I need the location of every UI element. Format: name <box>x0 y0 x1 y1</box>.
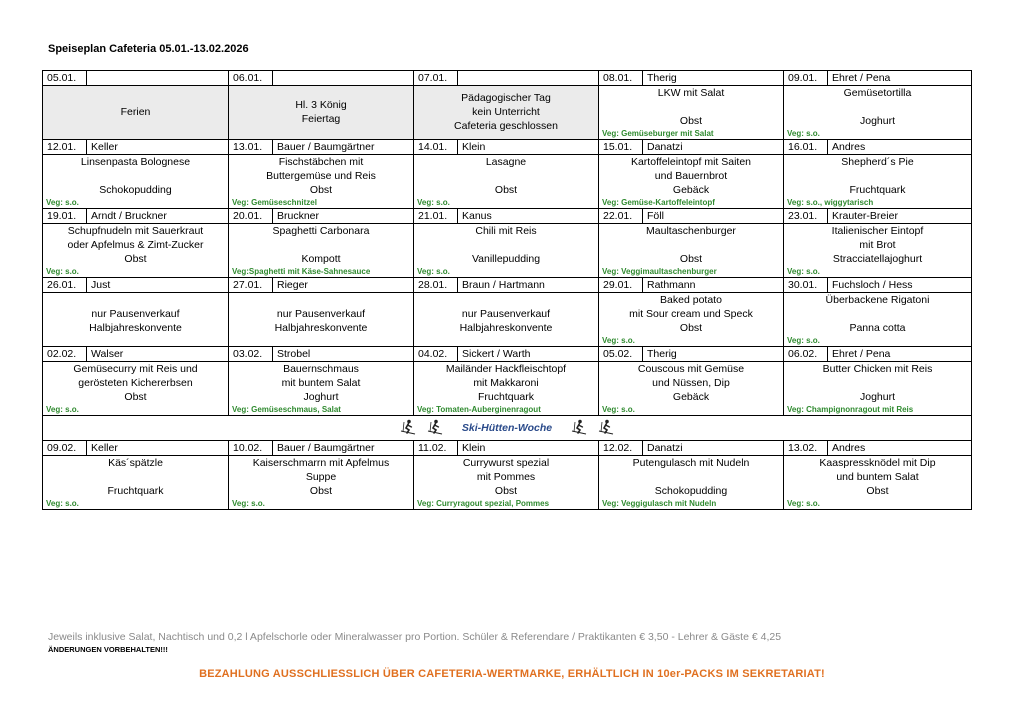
menu-line: Halbjahreskonvente <box>89 321 182 334</box>
menu-line: nur Pausenverkauf <box>276 307 366 320</box>
menu-line: Butter Chicken mit Reis <box>822 363 933 375</box>
menu-line: Linsenpasta Bolognese <box>80 156 191 168</box>
menu-line: Überbackene Rigatoni <box>825 294 930 306</box>
day-teacher: Braun / Hartmann <box>458 278 599 293</box>
menu-line: Kaaspressknödel mit Dip <box>819 457 936 469</box>
menu-line: Baked potato <box>660 294 722 306</box>
veg-option: Veg: Gemüseschmaus, Salat <box>232 405 341 414</box>
veg-option: Veg:Spaghetti mit Käse-Sahnesauce <box>232 267 371 276</box>
day-date: 19.01. <box>43 209 87 224</box>
menu-line: mit Makkaroni <box>473 376 539 389</box>
menu-line: Obst <box>679 321 703 334</box>
menu-line: Putengulasch mit Nudeln <box>632 457 750 469</box>
menu-line: Italienischer Eintopf <box>831 225 924 237</box>
menu-line: Maultaschenburger <box>646 225 736 237</box>
day-teacher: Ehret / Pena <box>828 71 972 86</box>
menu-cell <box>43 456 229 510</box>
day-teacher: Föll <box>643 209 784 224</box>
menu-cell <box>229 224 414 278</box>
menu-cell <box>599 362 784 416</box>
menu-line <box>786 170 969 184</box>
menu-line: Kaiserschmarrn mit Apfelmus <box>252 457 390 469</box>
day-date: 09.02. <box>43 441 87 456</box>
veg-option: Veg: s.o., wiggytarisch <box>787 198 874 207</box>
week-header-row <box>43 209 972 224</box>
menu-cell <box>229 456 414 510</box>
menu-cell <box>229 362 414 416</box>
day-teacher: Bauer / Baumgärtner <box>273 441 414 456</box>
day-date: 07.01. <box>414 71 458 86</box>
skier-icon <box>597 419 615 438</box>
week-menu-row <box>43 86 972 140</box>
menu-line <box>416 239 596 253</box>
menu-line: Joghurt <box>859 114 896 127</box>
menu-cell <box>229 293 414 347</box>
menu-line: mit buntem Salat <box>281 376 361 389</box>
day-date: 20.01. <box>229 209 273 224</box>
menu-line: Joghurt <box>303 390 339 403</box>
menu-cell <box>414 224 599 278</box>
day-teacher: Fuchsloch / Hess <box>828 278 972 293</box>
day-date: 15.01. <box>599 140 643 155</box>
page-title: Speiseplan Cafeteria 05.01.-13.02.2026 <box>48 43 249 55</box>
day-date: 12.02. <box>599 441 643 456</box>
veg-option: Veg: Veggimaultaschenburger <box>602 267 717 276</box>
menu-line: Buttergemüse und Reis <box>266 169 376 182</box>
menu-line: Obst <box>309 484 333 497</box>
day-teacher: Just <box>87 278 229 293</box>
menu-line: Obst <box>866 484 889 497</box>
menu-table <box>42 70 972 510</box>
menu-line: Spaghetti Carbonara <box>272 225 370 237</box>
day-date: 26.01. <box>43 278 87 293</box>
menu-table-body <box>43 71 972 510</box>
menu-line <box>231 239 411 253</box>
menu-line <box>601 239 781 253</box>
menu-line: Fischstäbchen mit <box>278 156 364 168</box>
veg-option: Veg: s.o. <box>417 198 450 207</box>
day-date: 12.01. <box>43 140 87 155</box>
skier-icon <box>570 419 588 438</box>
menu-line: Fruchtquark <box>849 183 906 196</box>
skier-icon <box>399 419 417 438</box>
day-date: 21.01. <box>414 209 458 224</box>
day-date: 27.01. <box>229 278 273 293</box>
menu-cell <box>229 155 414 209</box>
veg-option: Veg: Tomaten-Auberginenragout <box>417 405 541 414</box>
day-date: 02.02. <box>43 347 87 362</box>
menu-line <box>45 294 226 308</box>
day-date: 23.01. <box>784 209 828 224</box>
menu-line: Schokopudding <box>99 183 172 196</box>
menu-cell <box>599 224 784 278</box>
menu-cell <box>43 362 229 416</box>
day-date: 30.01. <box>784 278 828 293</box>
veg-option: Veg: s.o. <box>46 267 79 276</box>
menu-line: Bauernschmaus <box>283 363 359 375</box>
veg-option: Veg: s.o. <box>787 129 820 138</box>
menu-line <box>416 170 596 184</box>
day-date: 03.02. <box>229 347 273 362</box>
day-teacher: Klein <box>458 441 599 456</box>
week-menu-row <box>43 362 972 416</box>
day-teacher: Therig <box>643 71 784 86</box>
day-teacher: Therig <box>643 347 784 362</box>
menu-cell <box>414 362 599 416</box>
veg-option: Veg: s.o. <box>417 267 450 276</box>
menu-line: Schupfnudeln mit Sauerkraut <box>67 225 204 237</box>
day-teacher: Rathmann <box>643 278 784 293</box>
veg-option: Veg: s.o. <box>602 336 635 345</box>
veg-option: Veg: Gemüse-Kartoffeleintopf <box>602 198 715 207</box>
menu-line: Gemüsecurry mit Reis und <box>73 363 198 375</box>
menu-line: Obst <box>494 183 518 196</box>
day-teacher <box>458 71 599 86</box>
day-date: 08.01. <box>599 71 643 86</box>
menu-line: Chili mit Reis <box>475 225 537 237</box>
ski-week-row <box>43 416 972 441</box>
menu-line: Halbjahreskonvente <box>459 321 553 334</box>
day-teacher: Arndt / Bruckner <box>87 209 229 224</box>
week-header-row <box>43 140 972 155</box>
ski-week-label: Ski-Hütten-Woche <box>461 421 553 434</box>
menu-line: Gebäck <box>672 390 710 403</box>
menu-cell <box>43 293 229 347</box>
menu-cell <box>229 86 414 140</box>
menu-line: Hl. 3 König <box>295 99 347 112</box>
menu-cell <box>414 155 599 209</box>
day-teacher: Bruckner <box>273 209 414 224</box>
menu-line: Obst <box>124 390 147 403</box>
menu-line: Fruchtquark <box>477 390 535 403</box>
veg-option: Veg: s.o. <box>232 499 265 508</box>
menu-line: Obst <box>494 484 518 497</box>
menu-line: LKW mit Salat <box>657 87 725 99</box>
day-teacher <box>87 71 229 86</box>
menu-line <box>416 294 596 308</box>
week-header-row <box>43 278 972 293</box>
menu-line: und Bauernbrot <box>654 169 728 182</box>
day-teacher: Kanus <box>458 209 599 224</box>
menu-cell <box>599 86 784 140</box>
menu-line: Gebäck <box>672 183 710 196</box>
day-date: 05.02. <box>599 347 643 362</box>
menu-line: Obst <box>309 183 333 196</box>
veg-option: Veg: s.o. <box>46 405 79 414</box>
menu-line: Schokopudding <box>654 484 728 497</box>
week-header-row <box>43 71 972 86</box>
week-menu-row <box>43 224 972 278</box>
day-date: 04.02. <box>414 347 458 362</box>
menu-line: Vanillepudding <box>471 252 541 265</box>
menu-line: Halbjahreskonvente <box>274 321 368 334</box>
menu-line: Lasagne <box>485 156 527 168</box>
veg-option: Veg: s.o. <box>787 336 820 345</box>
menu-cell <box>784 456 972 510</box>
menu-cell <box>43 155 229 209</box>
day-teacher: Keller <box>87 140 229 155</box>
veg-option: Veg: Champignonragout mit Reis <box>787 405 914 414</box>
menu-line: Käs´spätzle <box>108 457 163 469</box>
week-menu-row <box>43 293 972 347</box>
menu-cell <box>43 86 229 140</box>
payment-note: BEZAHLUNG AUSSCHLIESSLICH ÜBER CAFETERIA-WERTMARKE, ERHÄLTLICH IN 10er-PACKS IM SEKRETARIAT! <box>199 668 825 680</box>
day-teacher <box>273 71 414 86</box>
menu-line: Obst <box>679 114 703 127</box>
menu-line: Currywurst spezial <box>462 457 550 469</box>
menu-cell <box>599 456 784 510</box>
menu-cell <box>599 293 784 347</box>
menu-line <box>786 377 969 391</box>
day-teacher: Krauter-Breier <box>828 209 972 224</box>
menu-line: mit Sour cream und Speck <box>629 307 753 320</box>
menu-line: Kompott <box>301 252 341 265</box>
menu-line: Suppe <box>305 470 337 483</box>
day-date: 14.01. <box>414 140 458 155</box>
menu-cell <box>784 86 972 140</box>
day-teacher: Danatzi <box>643 441 784 456</box>
day-date: 22.01. <box>599 209 643 224</box>
menu-line: mit Pommes <box>476 470 536 483</box>
day-date: 05.01. <box>43 71 87 86</box>
menu-line <box>45 471 226 485</box>
menu-line <box>601 471 781 485</box>
day-teacher: Ehret / Pena <box>828 347 972 362</box>
day-date: 13.02. <box>784 441 828 456</box>
day-date: 09.01. <box>784 71 828 86</box>
changes-note: ÄNDERUNGEN VORBEHALTEN!!! <box>48 645 168 654</box>
menu-line: Feiertag <box>301 113 341 125</box>
menu-line: Obst <box>679 252 703 265</box>
menu-line: oder Apfelmus & Zimt-Zucker <box>67 238 204 251</box>
menu-cell <box>784 155 972 209</box>
menu-cell <box>414 456 599 510</box>
menu-line: mit Brot <box>859 238 896 251</box>
menu-line: Cafeteria geschlossen <box>454 119 558 132</box>
menu-line: Mailänder Hackfleischtopf <box>445 363 567 375</box>
day-teacher: Keller <box>87 441 229 456</box>
menu-cell <box>43 224 229 278</box>
price-note: Jeweils inklusive Salat, Nachtisch und 0,2 l Apfelschorle oder Mineralwasser pro Portion. Schüler & Referendare / Praktikanten € 3,50 - Lehrer & Gäste € 4,25 <box>48 631 782 643</box>
menu-cell <box>414 293 599 347</box>
day-date: 29.01. <box>599 278 643 293</box>
menu-line: und buntem Salat <box>836 470 919 483</box>
veg-option: Veg: Gemüseschnitzel <box>232 198 317 207</box>
veg-option: Veg: s.o. <box>46 499 79 508</box>
day-teacher: Rieger <box>273 278 414 293</box>
menu-line <box>786 308 969 322</box>
menu-line: Stracciatellajoghurt <box>832 252 923 265</box>
menu-cell <box>784 224 972 278</box>
day-date: 28.01. <box>414 278 458 293</box>
menu-line: Obst <box>124 252 147 265</box>
day-teacher: Walser <box>87 347 229 362</box>
day-teacher: Andres <box>828 441 972 456</box>
veg-option: Veg: s.o. <box>46 198 79 207</box>
menu-cell <box>599 155 784 209</box>
day-teacher: Klein <box>458 140 599 155</box>
menu-line <box>601 101 781 115</box>
day-date: 16.01. <box>784 140 828 155</box>
day-date: 10.02. <box>229 441 273 456</box>
veg-option: Veg: Gemüseburger mit Salat <box>602 129 714 138</box>
menu-cell <box>784 293 972 347</box>
week-header-row <box>43 347 972 362</box>
day-teacher: Danatzi <box>643 140 784 155</box>
menu-line: nur Pausenverkauf <box>461 307 551 320</box>
menu-line: Shepherd´s Pie <box>841 156 914 168</box>
week-header-row <box>43 441 972 456</box>
day-teacher: Sickert / Warth <box>458 347 599 362</box>
skier-icon <box>426 419 444 438</box>
menu-line: Joghurt <box>859 390 896 403</box>
day-teacher: Bauer / Baumgärtner <box>273 140 414 155</box>
menu-line: Ferien <box>120 106 151 119</box>
veg-option: Veg: Curryragout spezial, Pommes <box>417 499 550 508</box>
menu-line: Kartoffeleintopf mit Saiten <box>630 156 752 168</box>
veg-option: Veg: Veggigulasch mit Nudeln <box>602 499 717 508</box>
menu-line: nur Pausenverkauf <box>91 307 180 320</box>
day-teacher: Andres <box>828 140 972 155</box>
day-teacher: Strobel <box>273 347 414 362</box>
menu-line <box>231 294 411 308</box>
menu-line: gerösteten Kichererbsen <box>78 376 193 389</box>
menu-line: kein Unterricht <box>472 106 540 119</box>
day-date: 11.02. <box>414 441 458 456</box>
menu-line <box>786 101 969 115</box>
menu-line <box>45 170 226 184</box>
menu-line: Couscous mit Gemüse <box>637 363 745 375</box>
menu-line: Fruchtquark <box>107 484 164 497</box>
veg-option: Veg: s.o. <box>602 405 635 414</box>
menu-line: Pädagogischer Tag <box>461 92 551 105</box>
menu-line: und Nüssen, Dip <box>652 376 730 389</box>
week-menu-row <box>43 155 972 209</box>
week-menu-row <box>43 456 972 510</box>
day-date: 06.01. <box>229 71 273 86</box>
day-date: 13.01. <box>229 140 273 155</box>
menu-cell <box>414 86 599 140</box>
day-date: 06.02. <box>784 347 828 362</box>
veg-option: Veg: s.o. <box>787 267 820 276</box>
menu-line: Gemüsetortilla <box>843 87 912 99</box>
veg-option: Veg: s.o. <box>787 499 820 508</box>
menu-cell <box>784 362 972 416</box>
menu-line: Panna cotta <box>849 321 906 334</box>
